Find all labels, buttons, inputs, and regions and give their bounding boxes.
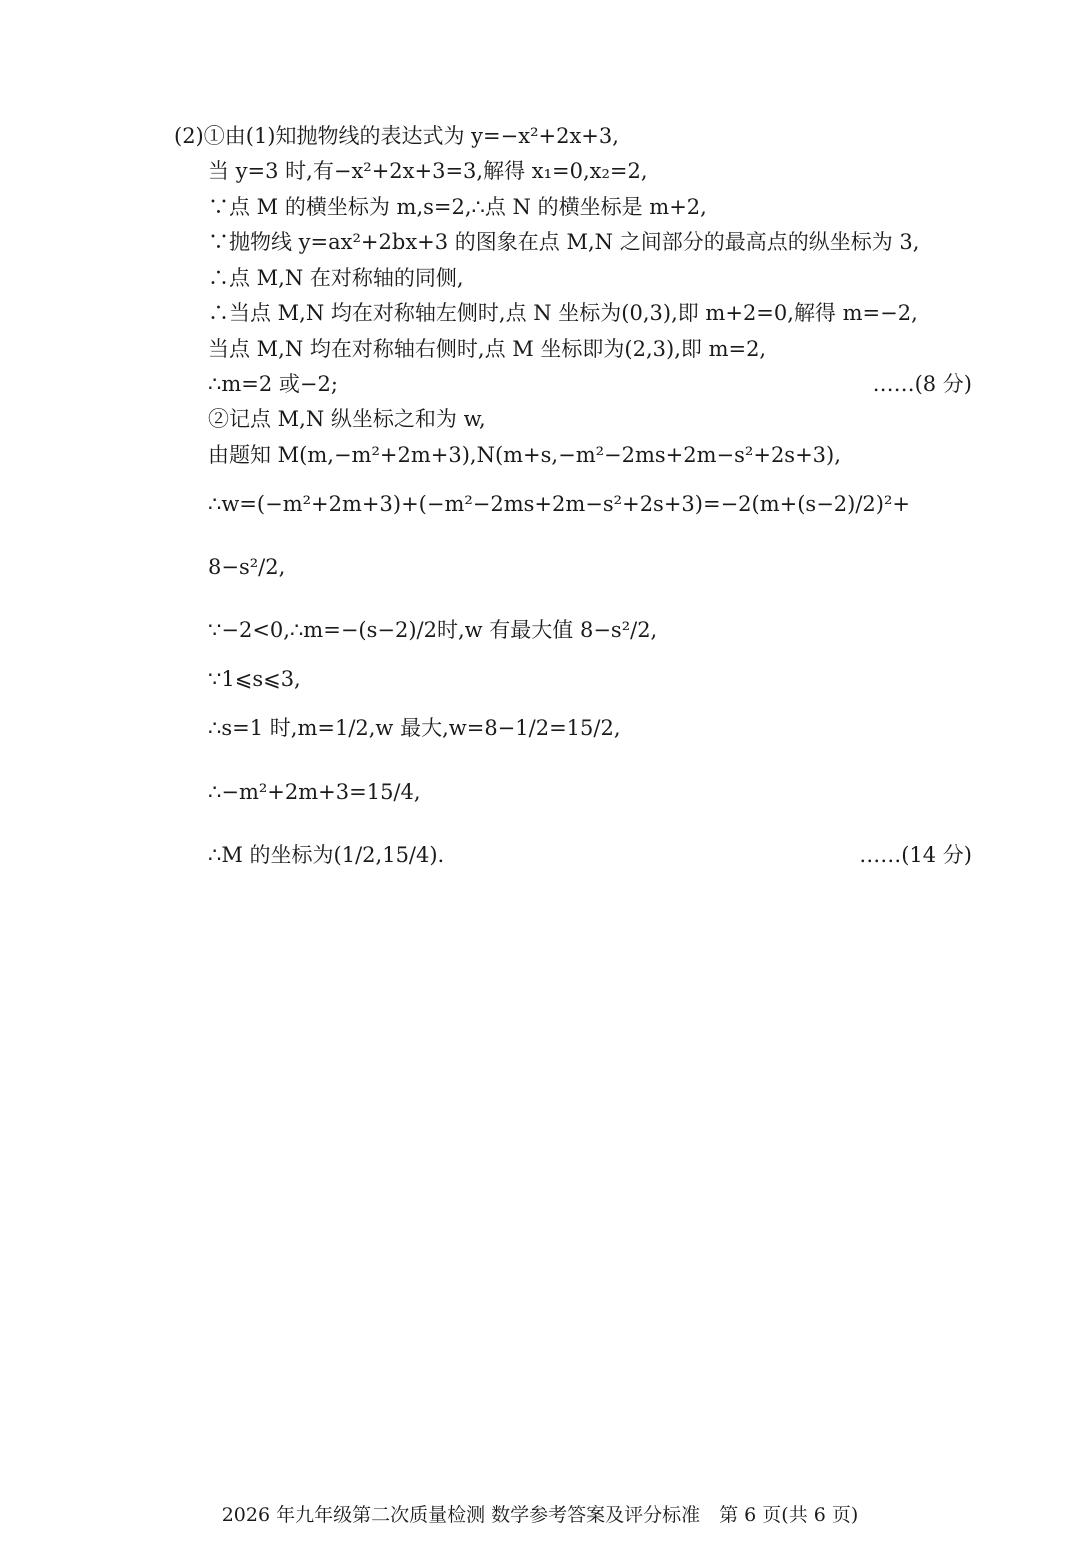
solution-line-1: (2)①由(1)知抛物线的表达式为 y=−x²+2x+3, (174, 124, 619, 148)
solution-line-4: ∵抛物线 y=ax²+2bx+3 的图象在点 M,N 之间部分的最高点的纵坐标为 3, (208, 230, 920, 254)
solution-line-11: ∴w=(−m²+2m+3)+(−m²−2ms+2m−s²+2s+3)=−2(m+(s−2)/2)²+ (208, 492, 910, 516)
solution-line-15: ∴s=1 时,m=1/2,w 最大,w=8−1/2=15/2, (208, 716, 621, 740)
solution-line-14: ∵1⩽s⩽3, (208, 667, 301, 691)
solution-line-10: 由题知 M(m,−m²+2m+3),N(m+s,−m²−2ms+2m−s²+2s+3), (208, 443, 841, 467)
solution-line-2: 当 y=3 时,有−x²+2x+3=3,解得 x₁=0,x₂=2, (208, 159, 648, 183)
solution-line-5: ∴点 M,N 在对称轴的同侧, (208, 266, 464, 290)
solution-line-17: ∴M 的坐标为(1/2,15/4). (208, 843, 445, 867)
solution-line-13: ∵−2<0,∴m=−(s−2)/2时,w 有最大值 8−s²/2, (208, 618, 658, 642)
solution-line-3: ∵点 M 的横坐标为 m,s=2,∴点 N 的横坐标是 m+2, (208, 195, 707, 219)
solution-line-12: 8−s²/2, (208, 555, 286, 579)
solution-line-9: ②记点 M,N 纵坐标之和为 w, (208, 407, 486, 431)
score-mark-8: ……(8 分) (872, 372, 972, 396)
solution-line-16: ∴−m²+2m+3=15/4, (208, 780, 421, 804)
page-footer: 2026 年九年级第二次质量检测 数学参考答案及评分标准 第 6 页(共 6 页) (221, 1504, 859, 1526)
solution-line-8: ∴m=2 或−2; (208, 372, 338, 396)
solution-line-7: 当点 M,N 均在对称轴右侧时,点 M 坐标即为(2,3),即 m=2, (208, 337, 767, 361)
solution-line-6: ∴当点 M,N 均在对称轴左侧时,点 N 坐标为(0,3),即 m+2=0,解得 m=−2, (208, 301, 918, 325)
score-mark-14: ……(14 分) (859, 843, 972, 867)
